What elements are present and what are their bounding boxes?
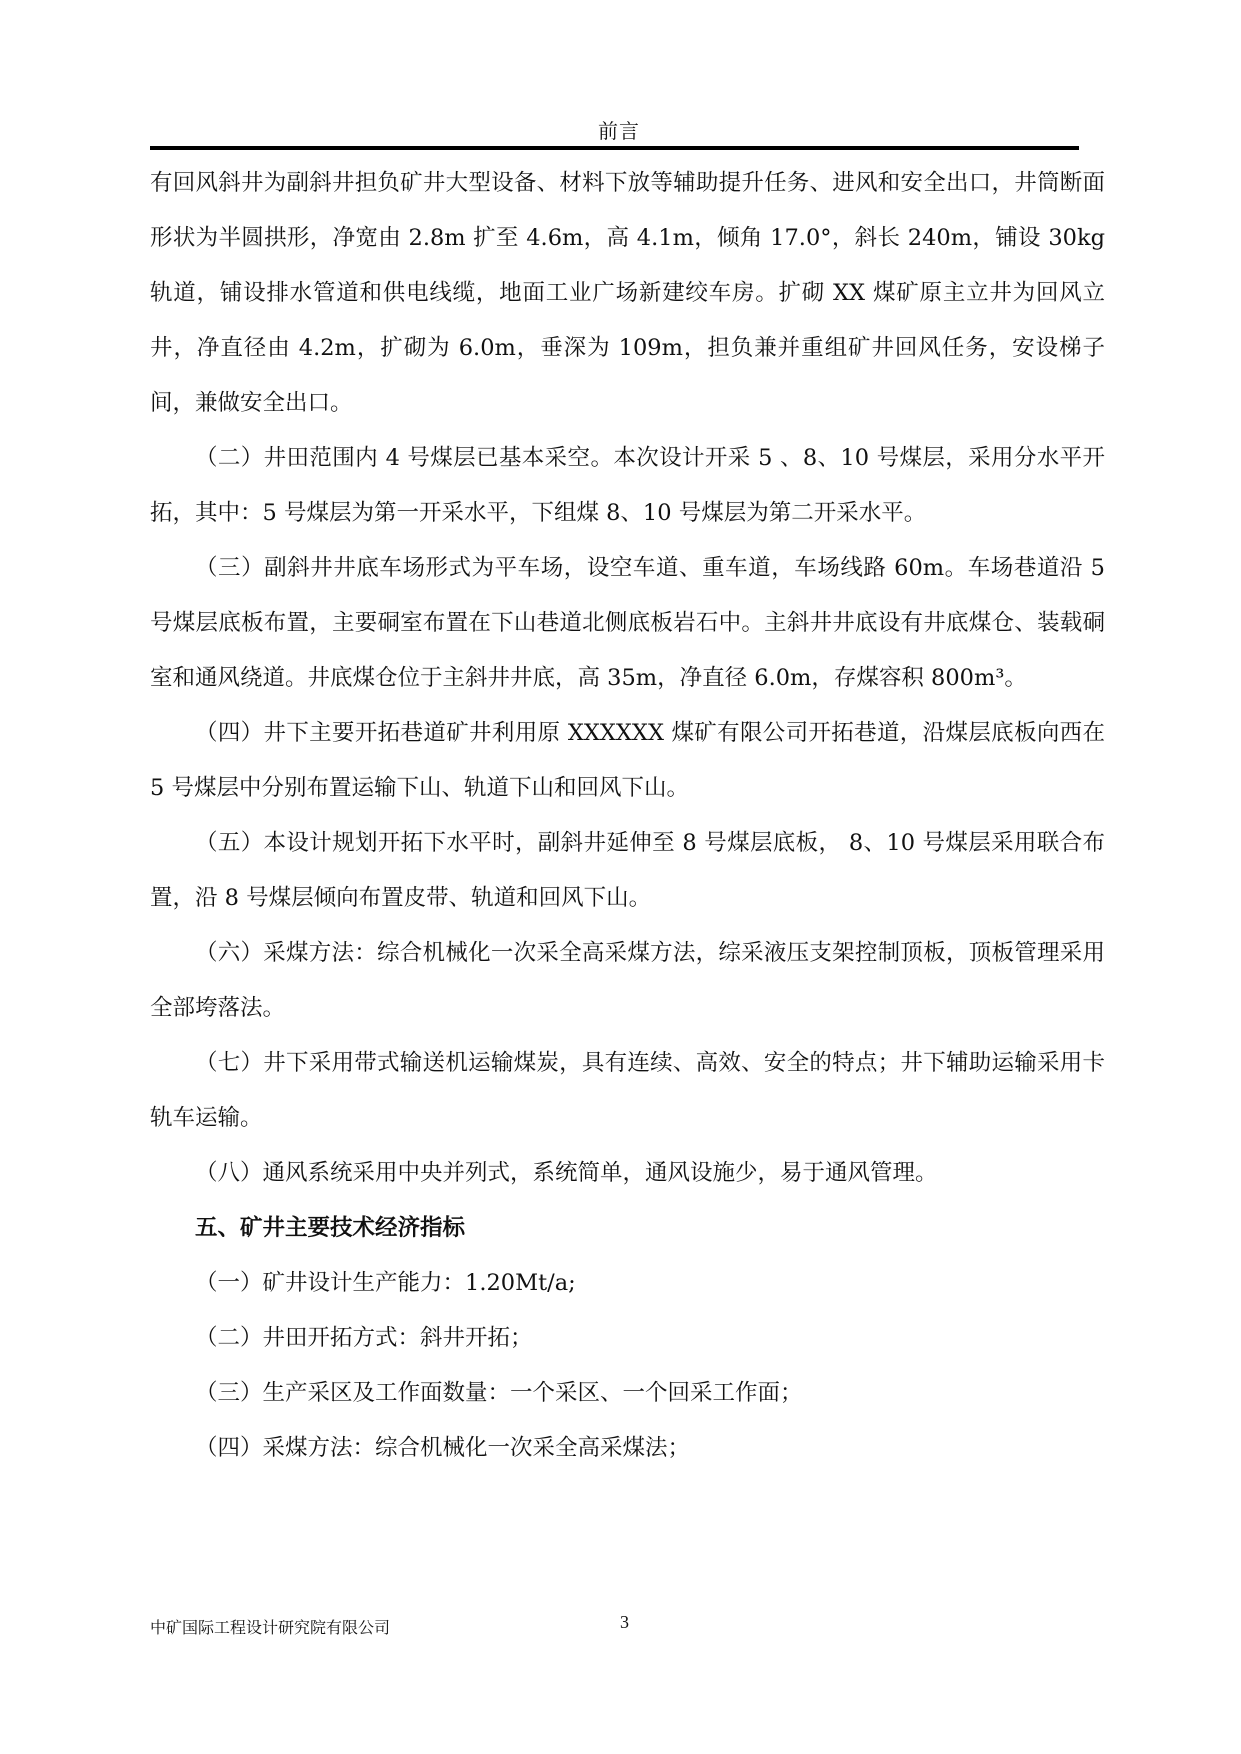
paragraph-item-6: （六）采煤方法：综合机械化一次采全高采煤方法，综采液压支架控制顶板，顶板管理采用全部垮落法。: [150, 940, 1105, 1021]
indicator-item-3: （三）生产采区及工作面数量：一个采区、一个回采工作面；: [195, 1380, 803, 1406]
paragraph-item-7: （七）井下采用带式输送机运输煤炭，具有连续、高效、安全的特点；井下辅助运输采用卡轨车运输。: [150, 1050, 1105, 1131]
document-body: [150, 156, 1105, 1476]
paragraph-item-2: （二）井田范围内 4 号煤层已基本采空。本次设计开采 5 、8、10 号煤层，采用分水平开拓，其中：5 号煤层为第一开采水平，下组煤 8、10 号煤层为第二开采水平。: [150, 445, 1105, 526]
header-rule: [150, 146, 1079, 150]
page-number: 3: [620, 1612, 629, 1632]
paragraph-item-8: （八）通风系统采用中央并列式，系统简单，通风设施少，易于通风管理。: [195, 1160, 938, 1186]
paragraph-item-3: （三）副斜井井底车场形式为平车场，设空车道、重车道，车场线路 60m。车场巷道沿 5 号煤层底板布置，主要硐室布置在下山巷道北侧底板岩石中。主斜井井底设有井底煤仓、装载硐室和通风绕道。井底煤仓位于主斜井井底，高 35m，净直径 6.0m，存煤容积 800m³。: [150, 555, 1105, 691]
section-heading: 五、矿井主要技术经济指标: [195, 1215, 466, 1241]
indicator-item-4: （四）采煤方法：综合机械化一次采全高采煤法；: [195, 1435, 691, 1461]
paragraph-item-4: （四）井下主要开拓巷道矿井利用原 XXXXXX 煤矿有限公司开拓巷道，沿煤层底板向西在 5 号煤层中分别布置运输下山、轨道下山和回风下山。: [150, 720, 1105, 801]
paragraph-continuation: 有回风斜井为副斜井担负矿井大型设备、材料下放等辅助提升任务、进风和安全出口，井筒断面形状为半圆拱形，净宽由 2.8m 扩至 4.6m，高 4.1m，倾角 17.0°，斜长 240m，铺设 30kg 轨道，铺设排水管道和供电线缆，地面工业广场新建绞车房。扩砌 XX 煤矿原主立井为回风立井，净直径由 4.2m，扩砌为 6.0m，垂深为 109m，担负兼并重组矿井回风任务，安设梯子间，兼做安全出口。: [150, 170, 1105, 416]
header-title: 前言: [598, 119, 640, 143]
indicator-item-1: （一）矿井设计生产能力：1.20Mt/a;: [195, 1270, 576, 1296]
indicator-item-2: （二）井田开拓方式：斜井开拓；: [195, 1325, 533, 1351]
footer-company: 中矿国际工程设计研究院有限公司: [150, 1618, 391, 1637]
paragraph-item-5: （五）本设计规划开拓下水平时，副斜井延伸至 8 号煤层底板， 8、10 号煤层采用联合布置，沿 8 号煤层倾向布置皮带、轨道和回风下山。: [150, 830, 1105, 911]
